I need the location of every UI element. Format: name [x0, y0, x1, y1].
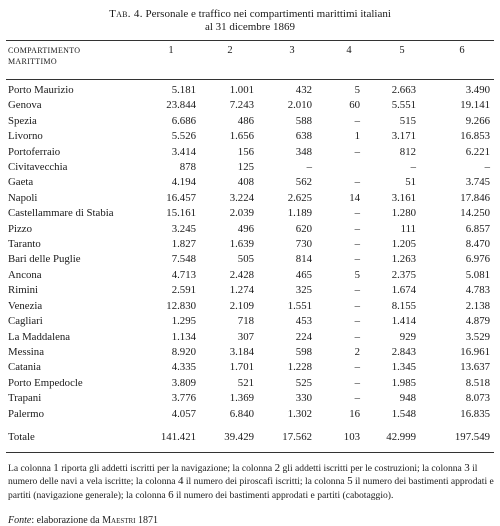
- cell-c5: –: [410, 161, 416, 174]
- cell-c2: 2.428: [229, 268, 254, 281]
- cell-c2: 505: [237, 253, 254, 266]
- cell-c6: 16.961: [460, 345, 490, 358]
- table-row: [6, 129, 494, 144]
- table-title: [6, 8, 494, 34]
- table-row: [6, 283, 494, 298]
- bottom-rule: [6, 452, 494, 453]
- column-header-5: 5: [399, 45, 405, 56]
- row-name: Taranto: [8, 238, 41, 251]
- row-name: Rimini: [8, 284, 38, 297]
- row-name: Genova: [8, 99, 42, 112]
- column-header-6: 6: [459, 45, 465, 56]
- cell-c2: 1.274: [229, 284, 254, 297]
- row-name: Civitavecchia: [8, 161, 68, 174]
- cell-c1: 6.686: [171, 114, 196, 127]
- cell-c6: 3.745: [465, 176, 490, 189]
- cell-c3: 598: [295, 345, 312, 358]
- cell-c5: 948: [399, 392, 416, 405]
- cell-c4: –: [354, 376, 360, 389]
- cell-c4: –: [354, 222, 360, 235]
- cell-c4: –: [354, 299, 360, 312]
- cell-c1: 16.457: [166, 191, 196, 204]
- cell-c1: 2.591: [171, 284, 196, 297]
- cell-c6: 2.138: [465, 299, 490, 312]
- cell-c2: 1.701: [229, 361, 254, 374]
- cell-c3: 224: [295, 330, 312, 343]
- cell-c2: 1.369: [229, 392, 254, 405]
- table-number: Tab. 4.: [109, 8, 143, 20]
- table-header: [6, 41, 494, 83]
- cell-c1: 1.295: [171, 315, 196, 328]
- cell-c3: 1.228: [287, 361, 312, 374]
- cell-c3: 2.625: [287, 191, 312, 204]
- cell-c6: 8.470: [465, 238, 490, 251]
- cell-c6: 16.835: [460, 407, 490, 420]
- cell-c5: 1.205: [391, 238, 416, 251]
- table-row: [6, 268, 494, 283]
- column-header-name: COMPARTIMENTO MARITTIMO: [8, 46, 81, 66]
- cell-c6: 16.853: [460, 130, 490, 143]
- column-header-1: 1: [168, 45, 174, 56]
- cell-c1: 4.713: [171, 268, 196, 281]
- cell-c6: 8.518: [465, 376, 490, 389]
- table-row: [6, 391, 494, 406]
- cell-c4: 60: [349, 99, 360, 112]
- row-name: Livorno: [8, 130, 43, 143]
- cell-c4: [324, 160, 374, 175]
- cell-c3: 814: [295, 253, 312, 266]
- table-row: [6, 83, 494, 98]
- total-label: Totale: [8, 430, 35, 443]
- cell-c3: 730: [295, 238, 312, 251]
- table-row: [6, 175, 494, 190]
- cell-c5: 1.345: [391, 361, 416, 374]
- data-table: [6, 41, 494, 446]
- table-row: [6, 407, 494, 422]
- row-name: La Maddalena: [8, 330, 71, 343]
- cell-c4: –: [354, 145, 360, 158]
- cell-c1: 3.776: [171, 392, 196, 405]
- row-name: Napoli: [8, 191, 38, 204]
- cell-c3: 1.551: [287, 299, 312, 312]
- table-row: [6, 206, 494, 221]
- cell-c4: –: [354, 330, 360, 343]
- cell-c2: 1.656: [229, 130, 254, 143]
- cell-c2: 307: [237, 330, 254, 343]
- cell-c5: 1.548: [391, 407, 416, 420]
- cell-c5: 929: [399, 330, 416, 343]
- cell-c1: 5.181: [171, 84, 196, 96]
- cell-c6: 8.073: [465, 392, 490, 405]
- cell-c4: –: [354, 207, 360, 220]
- cell-c3: 562: [295, 176, 312, 189]
- row-name: Palermo: [8, 407, 44, 420]
- cell-c3: 525: [295, 376, 312, 389]
- cell-c3: 330: [295, 392, 312, 405]
- cell-c6: 6.221: [465, 145, 490, 158]
- row-name: Porto Maurizio: [8, 84, 74, 96]
- cell-c3: 1.189: [287, 207, 312, 220]
- cell-c6: 14.250: [460, 207, 490, 220]
- cell-c3: 1.302: [287, 407, 312, 420]
- cell-c5: 5.551: [391, 99, 416, 112]
- cell-c3: 620: [295, 222, 312, 235]
- table-row: [6, 237, 494, 252]
- cell-c4: –: [354, 361, 360, 374]
- cell-c2: 486: [237, 114, 254, 127]
- cell-c2: 1.001: [229, 84, 254, 96]
- total-c1: 141.421: [160, 430, 196, 443]
- total-c5: 42.999: [386, 430, 416, 443]
- cell-c2: 2.039: [229, 207, 254, 220]
- cell-c5: 3.161: [391, 191, 416, 204]
- cell-c2: 521: [237, 376, 254, 389]
- cell-c1: 1.134: [171, 330, 196, 343]
- cell-c3: 588: [295, 114, 312, 127]
- cell-c2: 408: [237, 176, 254, 189]
- source-label: Fonte: [8, 515, 32, 526]
- cell-c4: –: [354, 176, 360, 189]
- cell-c4: –: [354, 114, 360, 127]
- cell-c1: 12.830: [166, 299, 196, 312]
- cell-c5: 1.263: [391, 253, 416, 266]
- row-name: Catania: [8, 361, 41, 374]
- cell-c4: –: [354, 315, 360, 328]
- cell-c3: 348: [295, 145, 312, 158]
- cell-c6: 6.857: [465, 222, 490, 235]
- cell-c5: 111: [400, 222, 416, 235]
- table-row: [6, 114, 494, 129]
- cell-c3: 465: [295, 268, 312, 281]
- cell-c5: 8.155: [391, 299, 416, 312]
- cell-c3: 325: [295, 284, 312, 297]
- column-header-2: 2: [227, 45, 233, 56]
- total-row: [6, 422, 494, 446]
- table-row: [6, 345, 494, 360]
- cell-c3: 638: [295, 130, 312, 143]
- cell-c6: 17.846: [460, 191, 490, 204]
- cell-c4: 1: [354, 130, 360, 143]
- total-c3: 17.562: [282, 430, 312, 443]
- total-c6: 197.549: [454, 430, 490, 443]
- column-header-4: 4: [346, 45, 352, 56]
- table-note: La colonna 1 riporta gli addetti iscritti per la navigazione; la colonna 2 gli addetti iscritti per le costruzioni; la colonna 3 il numero delle navi a vela iscritte; la colonna 4 il numero dei piroscafi iscritti; la colonna 5 il numero dei bastimenti approdati e partiti (navigazione generale); la colonna 6 il numero dei bastimenti approdati e partiti (cabotaggio).: [8, 461, 494, 501]
- cell-c4: 16: [349, 407, 360, 420]
- cell-c1: 7.548: [171, 253, 196, 266]
- cell-c1: 23.844: [166, 99, 196, 112]
- cell-c5: 812: [399, 145, 416, 158]
- cell-c6: 9.266: [465, 114, 490, 127]
- cell-c4: –: [354, 253, 360, 266]
- table-row: [6, 330, 494, 345]
- row-name: Trapani: [8, 392, 42, 405]
- column-header-3: 3: [289, 45, 295, 56]
- cell-c6: 6.976: [465, 253, 490, 266]
- cell-c1: 3.245: [171, 222, 196, 235]
- row-name: Castellammare di Stabia: [8, 207, 114, 220]
- source-line: Fonte: elaborazione da Maestri 1871: [8, 515, 159, 526]
- row-name: Spezia: [8, 114, 37, 127]
- cell-c6: 19.141: [460, 99, 490, 112]
- cell-c4: –: [354, 238, 360, 251]
- source-author: Maestri: [102, 515, 136, 526]
- row-name: Bari delle Puglie: [8, 253, 81, 266]
- row-name: Portoferraio: [8, 145, 61, 158]
- cell-c1: 4.194: [171, 176, 196, 189]
- total-c2: 39.429: [224, 430, 254, 443]
- table-body: [6, 83, 494, 422]
- cell-c1: 3.809: [171, 376, 196, 389]
- cell-c1: 8.920: [171, 345, 196, 358]
- cell-c6: 5.081: [465, 268, 490, 281]
- cell-c1: 4.335: [171, 361, 196, 374]
- row-name: Gaeta: [8, 176, 34, 189]
- cell-c2: 156: [237, 145, 254, 158]
- row-name: Porto Empedocle: [8, 376, 83, 389]
- total-c4: 103: [343, 430, 360, 443]
- table-row: [6, 314, 494, 329]
- cell-c6: 3.490: [465, 84, 490, 96]
- cell-c6: 4.879: [465, 315, 490, 328]
- cell-c2: 125: [237, 161, 254, 174]
- cell-c2: 2.109: [229, 299, 254, 312]
- row-name: Cagliari: [8, 315, 43, 328]
- table-title-line1: Personale e traffico nei compartimenti marittimi italiani: [145, 8, 391, 20]
- cell-c5: 51: [405, 176, 416, 189]
- cell-c5: 2.375: [391, 268, 416, 281]
- table-row: [6, 376, 494, 391]
- cell-c6: –: [484, 161, 490, 174]
- cell-c1: 4.057: [171, 407, 196, 420]
- cell-c5: 3.171: [391, 130, 416, 143]
- cell-c3: –: [306, 161, 312, 174]
- cell-c1: 15.161: [166, 207, 196, 220]
- cell-c1: 5.526: [171, 130, 196, 143]
- cell-c6: 13.637: [460, 361, 490, 374]
- cell-c6: 3.529: [465, 330, 490, 343]
- cell-c2: 3.184: [229, 345, 254, 358]
- row-name: Pizzo: [8, 222, 32, 235]
- table-row: [6, 145, 494, 160]
- cell-c2: 7.243: [229, 99, 254, 112]
- table-row: [6, 299, 494, 314]
- row-name: Ancona: [8, 268, 42, 281]
- cell-c2: 1.639: [229, 238, 254, 251]
- cell-c4: 2: [354, 345, 360, 358]
- cell-c5: 515: [399, 114, 416, 127]
- table-row: [6, 360, 494, 375]
- cell-c4: –: [354, 392, 360, 405]
- cell-c1: 878: [179, 161, 196, 174]
- table-title-line2: al 31 dicembre 1869: [204, 21, 296, 33]
- table-row: [6, 98, 494, 113]
- cell-c5: 1.280: [391, 207, 416, 220]
- cell-c2: 496: [237, 222, 254, 235]
- cell-c3: 2.010: [287, 99, 312, 112]
- header-rule: [6, 79, 494, 80]
- cell-c1: 3.414: [171, 145, 196, 158]
- cell-c5: 2.843: [391, 345, 416, 358]
- table-row: [6, 191, 494, 206]
- cell-c4: 14: [349, 191, 360, 204]
- cell-c4: 5: [354, 268, 360, 281]
- row-name: Messina: [8, 345, 44, 358]
- cell-c5: 2.663: [391, 84, 416, 96]
- cell-c6: 4.783: [465, 284, 490, 297]
- cell-c5: 1.985: [391, 376, 416, 389]
- cell-c1: 1.827: [171, 238, 196, 251]
- table-row: [6, 160, 494, 175]
- cell-c3: 432: [295, 84, 312, 96]
- cell-c5: 1.674: [391, 284, 416, 297]
- row-name: Venezia: [8, 299, 43, 312]
- cell-c4: –: [354, 284, 360, 297]
- cell-c4: 5: [354, 84, 360, 96]
- table-row: [6, 252, 494, 267]
- cell-c5: 1.414: [391, 315, 416, 328]
- cell-c2: 6.840: [229, 407, 254, 420]
- table-row: [6, 222, 494, 237]
- cell-c2: 3.224: [229, 191, 254, 204]
- cell-c3: 453: [295, 315, 312, 328]
- cell-c2: 718: [237, 315, 254, 328]
